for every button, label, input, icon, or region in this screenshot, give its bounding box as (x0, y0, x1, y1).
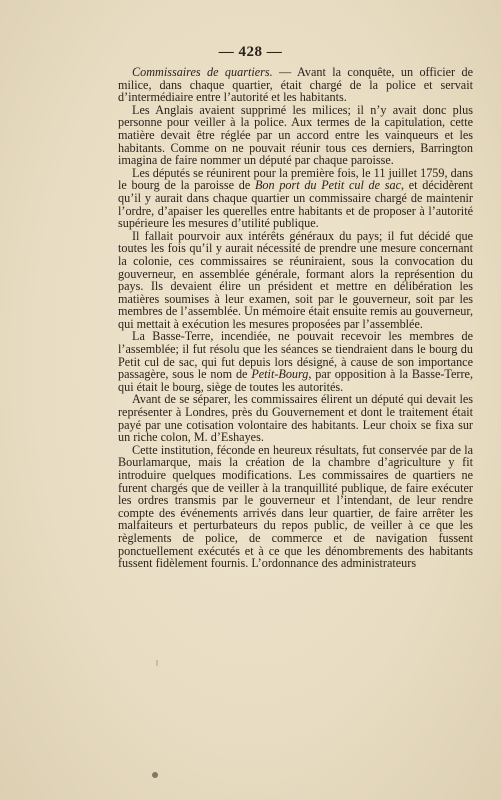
paragraph: Les Anglais avaient supprimé les milices; il n’y avait donc plus personne pour veiller à la police. Aux termes de la capitulation, cette matière devait être réglée par un accord entre les vainqueurs et les habitants. Comme on ne pouvait réunir tous ces derniers, Barrington imagina de faire nommer un député par chaque paroisse. (118, 102, 473, 168)
paragraph-text: Les députés se réunirent pour la première fois, le 11 juillet 1759, dans le bourg de la paroisse de (118, 165, 473, 193)
paragraph (118, 330, 473, 393)
paper-spot (152, 772, 158, 778)
page-number: — 428 — (218, 44, 283, 60)
place-name: Petit-Bourg (251, 367, 309, 382)
paper-mark (156, 660, 158, 666)
place-name: Bon port du Petit cul de sac (254, 178, 401, 193)
paragraph: Il fallait pourvoir aux intérêts généraux du pays; il fut décidé que toutes les fois qu’il y aurait nécessité de prendre une mesure concernant la colonie, ces commissaires se réuniraient, sous la convocation du gouverneur, en assemblée générale, formant alors la représention du pays. Ils devaient élire un président et mettre en délibération les matières soumises à leur examen, soit par le gouverneur, soit par les membres de l’assemblée. Un mémoire était ensuite remis au gouverneur, qui mettait à exécution les mesures proposées par l’assemblée. (118, 228, 473, 331)
paragraph: Avant de se séparer, les commissaires élirent un député qui devait les représenter à Londres, près du Gouvernement et dont le traitement était payé par une cotisation volontaire des habitants. Leur choix se fixa sur un riche colon, M. d’Eshayes. (118, 392, 473, 445)
paragraph (118, 66, 473, 104)
section-heading: Commissaires de quartiers. (132, 65, 273, 79)
paragraph-text: La Basse-Terre, incendiée, ne pouvait recevoir les membres de l’assemblée; il fut résolu que les séances se tiendraient dans le bourg du Petit cul de sac, qui fut depuis lors désigné, à cause de son importance passagère, sous le nom de (118, 329, 473, 382)
body-text (118, 66, 473, 570)
paragraph (118, 167, 473, 230)
paragraph: Cette institution, féconde en heureux résultats, fut conservée par de la Bourlamarque, mais la création de la chambre d’agriculture y fit introduire quelques modifications. Les commissaires de quartiers ne furent chargés que de veiller à la tranquillité publique, de faire exécuter les ordres transmis par le gouverneur et l’intendant, de leur rendre compte des événements arrivés dans leur quartier, de faire arrêter les malfaiteurs et perturbateurs du repos public, de veiller à ce que les règlements de police, de commerce et de navigation fussent ponctuellement exécutés et à ce que les dénombrements des habitants fussent fidèlement fournis. L’ordonnance des administrateurs (118, 442, 473, 571)
paragraph-text: , par opposition à la Basse-Terre, qui était le bourg, siège de toutes les autorités. (118, 367, 473, 394)
paragraph-text: , et décidèrent qu’il y aurait dans chaque quartier un commissaire chargé de maintenir l’ordre, d’apaiser les querelles entre habitants et de proposer à l’autorité supérieure les mesures d’utilité publique. (118, 178, 474, 231)
paragraph-text: — Avant la conquête, un officier de milice, dans chaque quartier, était chargé de la police et servait d’intermédiaire entre l’autorité et les habitants. (118, 65, 473, 105)
